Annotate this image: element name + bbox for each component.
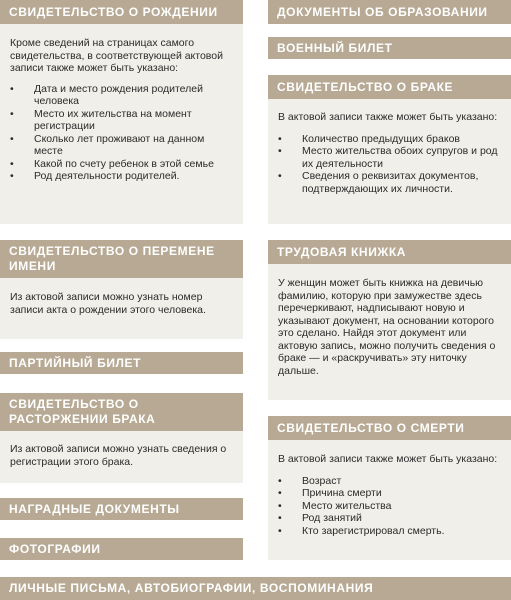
list-item: • Сведения о реквизитах документов, подтверждающих их личности. bbox=[278, 170, 499, 195]
list-item: • Сколько лет проживают на данном месте bbox=[10, 133, 231, 158]
list-item: • Количество предыдущих браков bbox=[278, 133, 499, 146]
marriage-list bbox=[278, 133, 499, 196]
divorce-header bbox=[0, 393, 243, 431]
education-title: ДОКУМЕНТЫ ОБ ОБРАЗОВАНИИ bbox=[277, 4, 488, 19]
name-change-title: СВИДЕТЕЛЬСТВО О ПЕРЕМЕНЕ ИМЕНИ bbox=[9, 244, 215, 273]
work-book-text: У женщин может быть книжка на девичью фамилию, которую при замужестве здесь перечеркивают, надписывают новую и указывают документ, на основании которого это сделано. Найдя этот документ или актовую запись, можно получить сведения о браке — и «раскручивать» эту ниточку дальше. bbox=[278, 277, 496, 377]
marriage-intro: В актовой записи также может быть указано: bbox=[278, 111, 498, 123]
awards-header bbox=[0, 498, 243, 520]
photos-title: ФОТОГРАФИИ bbox=[9, 541, 101, 556]
party-card-header bbox=[0, 352, 243, 374]
birth-certificate-title: СВИДЕТЕЛЬСТВО О РОЖДЕНИИ bbox=[9, 4, 218, 19]
death-certificate-list bbox=[278, 475, 499, 538]
death-certificate-intro: В актовой записи также может быть указано: bbox=[278, 453, 498, 465]
military-header bbox=[268, 37, 511, 59]
birth-certificate-intro: Кроме сведений на страницах самого свидетельства, в соответствующей актовой записи также может быть указано: bbox=[10, 37, 223, 74]
list-item: • Кто зарегистрировал смерть. bbox=[278, 525, 499, 538]
work-book-header bbox=[268, 240, 511, 264]
name-change-header bbox=[0, 240, 243, 278]
military-title: ВОЕННЫЙ БИЛЕТ bbox=[277, 40, 393, 55]
work-book-title: ТРУДОВАЯ КНИЖКА bbox=[277, 244, 407, 259]
list-item: • Возраст bbox=[278, 475, 499, 488]
list-item: • Место их жительства на момент регистрации bbox=[10, 108, 231, 133]
letters-title: ЛИЧНЫЕ ПИСЬМА, АВТОБИОГРАФИИ, ВОСПОМИНАНИЯ bbox=[9, 581, 374, 595]
name-change-text: Из актовой записи можно узнать номер записи акта о рождении этого человека. bbox=[10, 291, 206, 316]
list-item: • Место жительства обоих супругов и род их деятельности bbox=[278, 145, 499, 170]
marriage-title: СВИДЕТЕЛЬСТВО О БРАКЕ bbox=[277, 79, 454, 94]
letters-header bbox=[0, 577, 511, 600]
divorce-title: СВИДЕТЕЛЬСТВО О РАСТОРЖЕНИИ БРАКА bbox=[9, 397, 156, 426]
awards-title: НАГРАДНЫЕ ДОКУМЕНТЫ bbox=[9, 501, 180, 516]
list-item: • Род деятельности родителей. bbox=[10, 170, 231, 183]
list-item: • Дата и место рождения родителей человека bbox=[10, 83, 231, 108]
work-book-body bbox=[268, 264, 511, 400]
list-item: • Какой по счету ребенок в этой семье bbox=[10, 158, 231, 171]
death-certificate-body bbox=[268, 440, 511, 560]
birth-certificate-header bbox=[0, 0, 243, 24]
death-certificate-header bbox=[268, 416, 511, 440]
list-item: • Род занятий bbox=[278, 512, 499, 525]
marriage-header bbox=[268, 75, 511, 99]
marriage-body bbox=[268, 99, 511, 224]
divorce-text: Из актовой записи можно узнать сведения о регистрации этого брака. bbox=[10, 443, 227, 468]
birth-certificate-body bbox=[0, 24, 243, 224]
name-change-body bbox=[0, 278, 243, 339]
death-certificate-title: СВИДЕТЕЛЬСТВО О СМЕРТИ bbox=[277, 420, 465, 435]
education-header bbox=[268, 0, 511, 24]
birth-certificate-list bbox=[10, 83, 231, 183]
list-item: • Причина смерти bbox=[278, 487, 499, 500]
party-card-title: ПАРТИЙНЫЙ БИЛЕТ bbox=[9, 355, 142, 370]
list-item: • Место жительства bbox=[278, 500, 499, 513]
divorce-body bbox=[0, 431, 243, 483]
photos-header bbox=[0, 538, 243, 560]
